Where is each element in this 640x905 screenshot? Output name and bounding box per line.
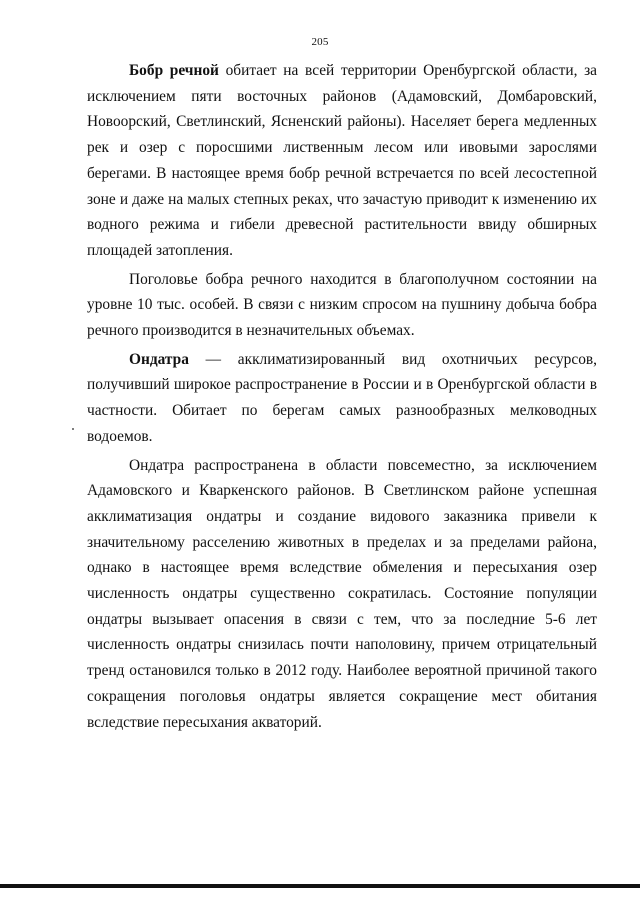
paragraph-beaver-habitat (87, 58, 597, 264)
paragraph-beaver-population (87, 267, 597, 344)
paragraph-muskrat-intro (87, 347, 597, 450)
paragraph-text: обитает на всей территории Оренбургской области, за исключением пяти восточных районов (Адамовский, Домбаровский, Новоорский, Светлинский, Ясненский районы). Населяет берега медленных рек и озер с поросшими лиственным лесом или ивовыми зарослями берегами. В настоящее время бобр речной встречается по всей лесостепной зоне и даже на малых степных реках, что зачастую приводит к изменению их водного режима и гибели древесной растительности ввиду обширных площадей затопления. (87, 62, 597, 259)
species-name-beaver: Бобр речной (129, 62, 219, 79)
paragraph-text: Поголовье бобра речного находится в благополучном состоянии на уровне 10 тыс. особей. В связи с низким спросом на пушнину добыча бобра речного производится в незначительных объемах. (87, 270, 597, 340)
paragraph-text: — акклиматизированный вид охотничьих ресурсов, получивший широкое распространение в России и в Оренбургской области в частности. Обитает по берегам самых разнообразных мелководных водоемов. (87, 350, 597, 445)
species-name-muskrat: Ондатра (129, 350, 189, 368)
paragraph-text: Ондатра распространена в области повсеместно, за исключением Адамовского и Кваркенского районов. В Светлинском районе успешная акклиматизация ондатры и создание видового заказника привели к значительному расселению животных в пределах и за пределами района, однако в настоящее время вследствие обмеления и пересыхания озер численность ондатры существенно сократилась. Состояние популяции ондатры вызывает опасения в связи с тем, что за последние 5-6 лет численность ондатры снизилась почти наполовину, причем отрицательный тренд остановился только в 2012 году. Наиболее вероятной причиной такого сокращения поголовья ондатры является сокращение мест обитания вследствие пересыхания акваторий. (87, 456, 597, 731)
scan-speck (72, 428, 74, 430)
document-body (87, 58, 597, 738)
page-number: 205 (311, 36, 329, 48)
bottom-rule (0, 884, 640, 888)
paragraph-muskrat-distribution (87, 453, 597, 736)
